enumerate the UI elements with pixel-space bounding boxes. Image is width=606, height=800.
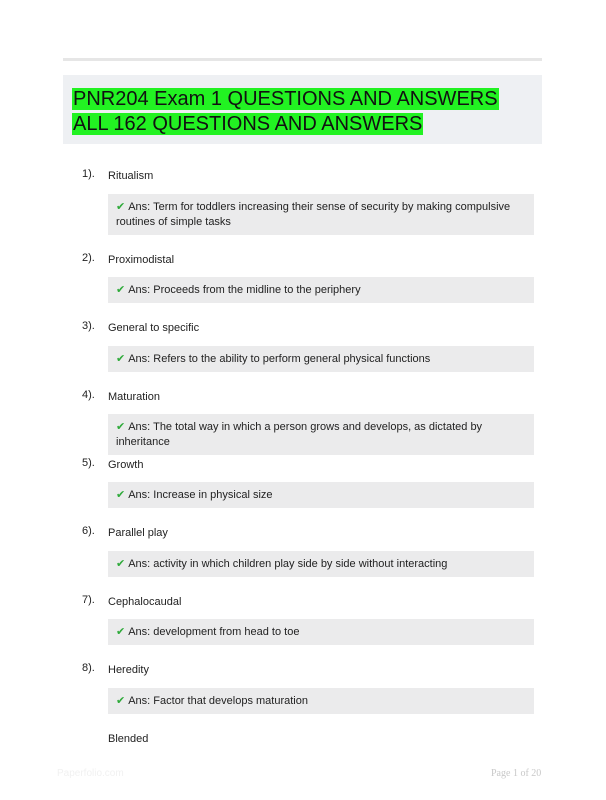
top-divider bbox=[63, 58, 542, 61]
answer-prefix: Ans: bbox=[128, 626, 151, 638]
answer-text: development from head to toe bbox=[153, 626, 300, 638]
question-number: 4). bbox=[82, 389, 95, 401]
question-term-partial: Blended bbox=[108, 733, 149, 745]
answer-text: The total way in which a person grows and develops, as dictated by inheritance bbox=[116, 421, 483, 448]
answer-text: Factor that develops maturation bbox=[153, 695, 308, 707]
answer-box bbox=[108, 194, 534, 235]
check-icon: ✔ bbox=[116, 625, 126, 638]
question-number: 7). bbox=[82, 594, 95, 606]
answer-text: Term for toddlers increasing their sense of security by making compulsive routines of simple tasks bbox=[116, 201, 511, 228]
question-term: Heredity bbox=[108, 664, 149, 676]
answer-prefix: Ans: bbox=[128, 353, 151, 365]
answer-box bbox=[108, 346, 534, 372]
question-term: Maturation bbox=[108, 391, 160, 403]
answer-box bbox=[108, 688, 534, 714]
title-line-1: PNR204 Exam 1 QUESTIONS AND ANSWERS bbox=[73, 88, 498, 110]
answer-prefix: Ans: bbox=[128, 558, 151, 570]
answer-text: activity in which children play side by side without interacting bbox=[153, 558, 448, 570]
answer-box bbox=[108, 277, 534, 303]
check-icon: ✔ bbox=[116, 283, 126, 296]
question-number: 3). bbox=[82, 320, 95, 332]
answer-prefix: Ans: bbox=[128, 489, 151, 501]
check-icon: ✔ bbox=[116, 488, 126, 501]
answer-prefix: Ans: bbox=[128, 695, 151, 707]
answer-box bbox=[108, 619, 534, 645]
check-icon: ✔ bbox=[116, 557, 126, 570]
answer-text: Increase in physical size bbox=[153, 489, 273, 501]
question-term: General to specific bbox=[108, 322, 200, 334]
question-number: 6). bbox=[82, 525, 95, 537]
question-term: Growth bbox=[108, 459, 144, 471]
answer-box bbox=[108, 551, 534, 577]
answer-box bbox=[108, 414, 534, 455]
answer-text: Refers to the ability to perform general physical functions bbox=[153, 353, 431, 365]
question-term: Cephalocaudal bbox=[108, 596, 182, 608]
page-title bbox=[72, 87, 512, 137]
question-number: 8). bbox=[82, 662, 95, 674]
question-number: 2). bbox=[82, 252, 95, 264]
question-number: 1). bbox=[82, 168, 95, 180]
answer-prefix: Ans: bbox=[128, 284, 151, 296]
answer-prefix: Ans: bbox=[128, 201, 151, 213]
title-line-2: ALL 162 QUESTIONS AND ANSWERS bbox=[73, 113, 423, 135]
answer-box bbox=[108, 482, 534, 508]
page-number: Page 1 of 20 bbox=[491, 768, 542, 779]
question-term: Parallel play bbox=[108, 527, 168, 539]
check-icon: ✔ bbox=[116, 352, 126, 365]
question-number: 5). bbox=[82, 457, 95, 469]
answer-text: Proceeds from the midline to the periphery bbox=[153, 284, 361, 296]
check-icon: ✔ bbox=[116, 420, 126, 433]
check-icon: ✔ bbox=[116, 200, 126, 213]
footer-watermark: Paperfolio.com bbox=[57, 768, 124, 779]
check-icon: ✔ bbox=[116, 694, 126, 707]
question-term: Ritualism bbox=[108, 170, 154, 182]
answer-prefix: Ans: bbox=[128, 421, 151, 433]
question-term: Proximodistal bbox=[108, 254, 175, 266]
